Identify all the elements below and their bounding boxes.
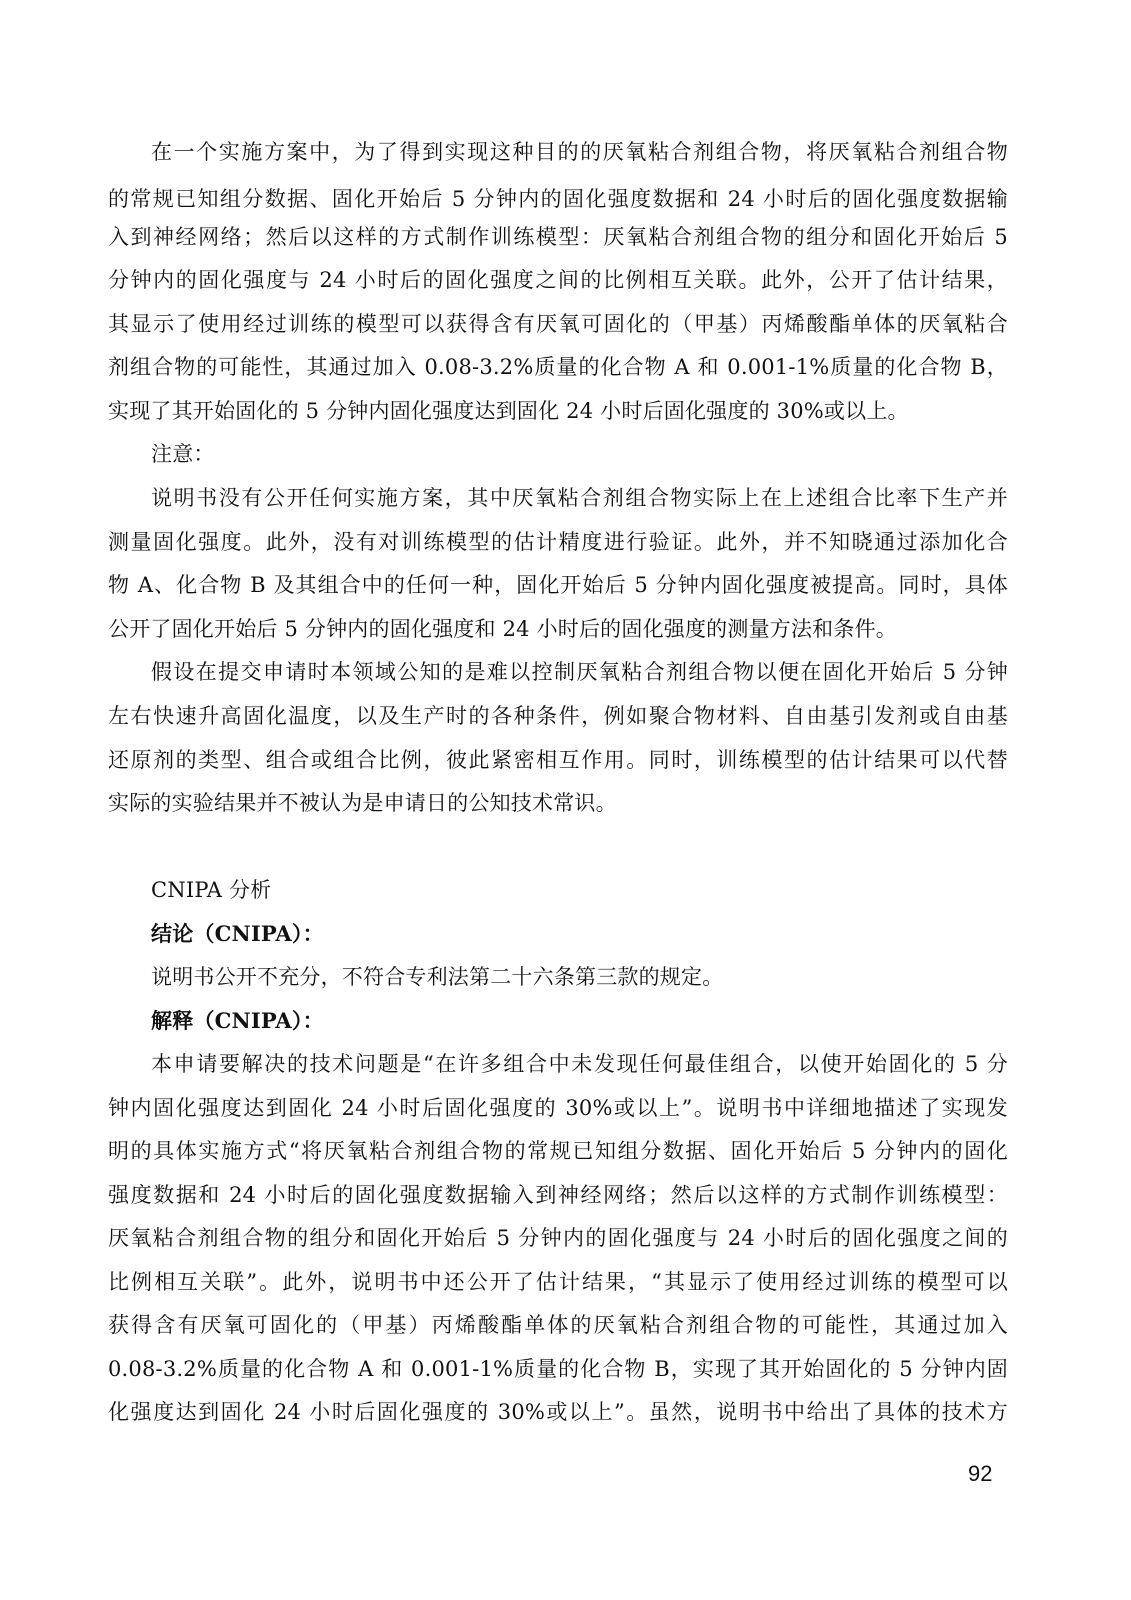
text-line: 比例相互关联”。此外，说明书中还公开了估计结果，“其显示了使用经过训练的模型可以 <box>108 1270 1008 1294</box>
text-line: 左右快速升高固化温度，以及生产时的各种条件，例如聚合物材料、自由基引发剂或自由基 <box>108 704 1008 728</box>
explanation-label: 解释（CNIPA）： <box>151 1008 324 1033</box>
text-line: 其显示了使用经过训练的模型可以获得含有厌氧可固化的（甲基）丙烯酸酯单体的厌氧粘合 <box>108 312 1008 336</box>
text-line: 实际的实验结果并不被认为是申请日的公知技术常识。 <box>108 791 617 815</box>
text-line: 厌氧粘合剂组合物的组分和固化开始后 5 分钟内的固化强度与 24 小时后的固化强度之间的 <box>108 1226 1008 1250</box>
cnipa-analysis-heading: CNIPA 分析 <box>151 878 272 902</box>
text-line: 分钟内的固化强度与 24 小时后的固化强度之间的比例相互关联。此外，公开了估计结果， <box>108 268 1008 292</box>
conclusion-text: 说明书公开不充分，不符合专利法第二十六条第三款的规定。 <box>151 965 724 989</box>
text-line: 公开了固化开始后 5 分钟内的固化强度和 24 小时后的固化强度的测量方法和条件。 <box>108 617 897 641</box>
text-line: 实现了其开始固化的 5 分钟内固化强度达到固化 24 小时后固化强度的 30%或以上。 <box>108 399 909 423</box>
text-line: 强度数据和 24 小时后的固化强度数据输入到神经网络；然后以这样的方式制作训练模型： <box>108 1183 1008 1207</box>
text-line: 本申请要解决的技术问题是“在许多组合中未发现任何最佳组合，以使开始固化的 5 分 <box>151 1052 1008 1076</box>
text-line: 测量固化强度。此外，没有对训练模型的估计精度进行验证。此外，并不知晓通过添加化合 <box>108 530 1008 554</box>
text-line: 获得含有厌氧可固化的（甲基）丙烯酸酯单体的厌氧粘合剂组合物的可能性，其通过加入 <box>108 1313 1008 1337</box>
note-label: 注意： <box>151 442 215 466</box>
text-line: 的常规已知组分数据、固化开始后 5 分钟内的固化强度数据和 24 小时后的固化强度数据输 <box>108 187 1008 211</box>
text-line: 假设在提交申请时本领域公知的是难以控制厌氧粘合剂组合物以便在固化开始后 5 分钟 <box>151 660 1008 684</box>
text-line: 剂组合物的可能性，其通过加入 0.08-3.2%质量的化合物 A 和 0.001-1%质量的化合物 B， <box>108 355 1008 379</box>
text-line: 入到神经网络；然后以这样的方式制作训练模型：厌氧粘合剂组合物的组分和固化开始后 5 <box>108 225 1008 249</box>
text-line: 物 A、化合物 B 及其组合中的任何一种，固化开始后 5 分钟内固化强度被提高。同时，具体 <box>108 573 1008 597</box>
text-line: 化强度达到固化 24 小时后固化强度的 30%或以上”。虽然，说明书中给出了具体的技术方 <box>108 1400 1008 1424</box>
conclusion-label: 结论（CNIPA）： <box>151 921 324 946</box>
text-line: 0.08-3.2%质量的化合物 A 和 0.001-1%质量的化合物 B，实现了其开始固化的 5 分钟内固 <box>108 1357 1008 1381</box>
page-number: 92 <box>968 1461 993 1486</box>
text-line: 明的具体实施方式“将厌氧粘合剂组合物的常规已知组分数据、固化开始后 5 分钟内的固化 <box>108 1139 1008 1163</box>
text-line: 还原剂的类型、组合或组合比例，彼此紧密相互作用。同时，训练模型的估计结果可以代替 <box>108 748 1008 772</box>
text-line: 说明书没有公开任何实施方案，其中厌氧粘合剂组合物实际上在上述组合比率下生产并 <box>151 486 1008 510</box>
text-line: 钟内固化强度达到固化 24 小时后固化强度的 30%或以上”。说明书中详细地描述了实现发 <box>108 1096 1008 1120</box>
text-line: 在一个实施方案中，为了得到实现这种目的的厌氧粘合剂组合物，将厌氧粘合剂组合物 <box>151 140 1008 164</box>
